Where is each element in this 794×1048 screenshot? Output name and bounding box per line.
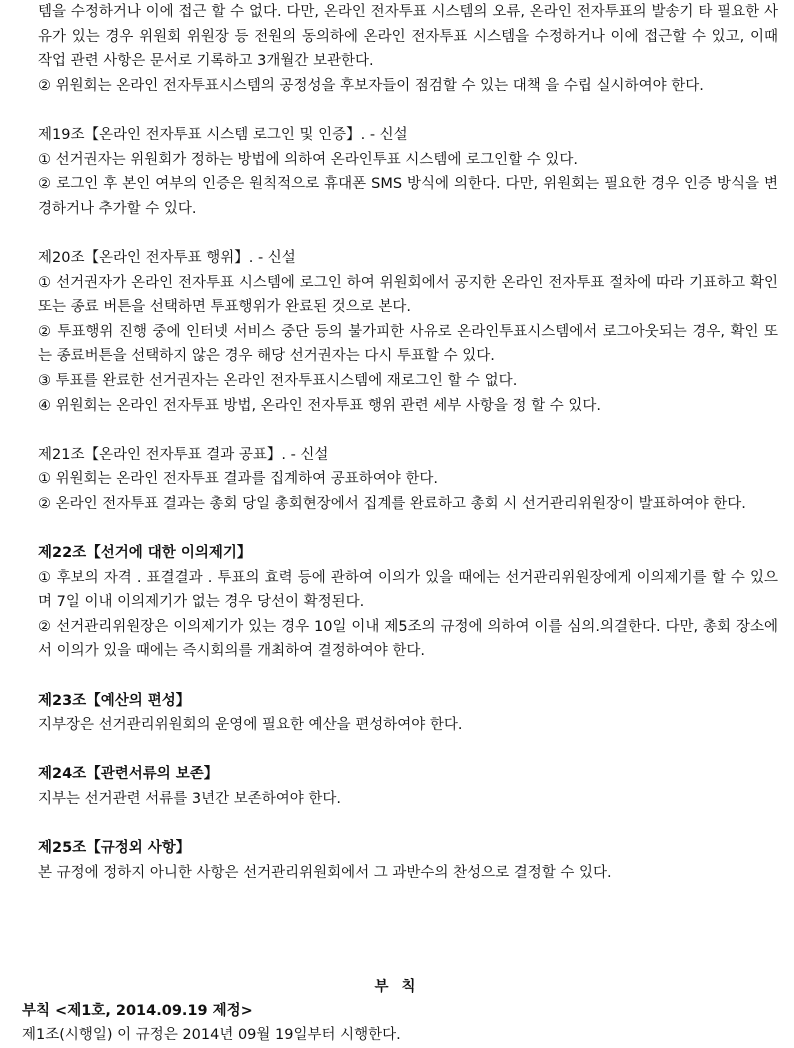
article-25-title: 제25조【규정외 사항】 — [38, 840, 191, 857]
clause-item: ② 투표행위 진행 중에 인터넷 서비스 중단 등의 불가피한 사유로 온라인투표시스템에서 로그아웃되는 경우, 확인 또는 종료버튼을 선택하지 않은 경우 해당 선거권자는 다시 투표할 수 있다. — [38, 323, 778, 365]
addendum-version: 부칙 <제1호, 2014.09.19 제정> — [22, 1003, 253, 1019]
document-body — [38, 0, 778, 885]
article-21-title: 제21조【온라인 전자투표 결과 공표】. - 신설 — [38, 446, 329, 463]
article-19-title: 제19조【온라인 전자투표 시스템 로그인 및 인증】. - 신설 — [38, 126, 408, 143]
paragraph-continued: 템을 수정하거나 이에 접근 할 수 없다. 다만, 온라인 전자투표 시스템의 오류, 온라인 전자투표의 발송기 타 필요한 사유가 있는 경우 위원회 위원장 등 전원의 동의하에 온라인 전자투표 시스템을 수정하거나 이에 접근할 수 있고, 이때 작업 관련 사항은 문서로 기록하고 3개월간 보관한다. — [38, 4, 778, 70]
clause-item: ② 선거관리위원장은 이의제기가 있는 경우 10일 이내 제5조의 규정에 의하여 이를 심의.의결한다. 다만, 총회 장소에서 이의가 있을 때에는 즉시회의를 개최하여 결정하여야 한다. — [38, 618, 778, 660]
clause-item: ① 위원회는 온라인 전자투표 결과를 집계하여 공표하여야 한다. — [38, 471, 439, 488]
addendum-article-1: 제1조(시행일) 이 규정은 2014년 09월 19일부터 시행한다. — [22, 1027, 401, 1043]
article-23-title: 제23조【예산의 편성】 — [38, 692, 191, 709]
clause-item: ② 위원회는 온라인 전자투표시스템의 공정성을 후보자들이 점검할 수 있는 대책 을 수립 실시하여야 한다. — [38, 77, 704, 94]
clause-item: 지부장은 선거관리위원회의 운영에 필요한 예산을 편성하여야 한다. — [38, 717, 463, 734]
article-24-title: 제24조【관련서류의 보존】 — [38, 766, 219, 783]
article-20-title: 제20조【온라인 전자투표 행위】. - 신설 — [38, 249, 296, 266]
addendum-heading: 부 칙 — [374, 979, 420, 995]
clause-item: 본 규정에 정하지 아니한 사항은 선거관리위원회에서 그 과반수의 찬성으로 결정할 수 있다. — [38, 864, 612, 881]
clause-item: ① 선거권자는 위원회가 정하는 방법에 의하여 온라인투표 시스템에 로그인할 수 있다. — [38, 151, 578, 168]
clause-item: ② 온라인 전자투표 결과는 총회 당일 총회현장에서 집계를 완료하고 총회 시 선거관리위원장이 발표하여야 한다. — [38, 495, 746, 512]
clause-item: ③ 투표를 완료한 선거권자는 온라인 전자투표시스템에 재로그인 할 수 없다. — [38, 372, 518, 389]
clause-item: 지부는 선거관련 서류를 3년간 보존하여야 한다. — [38, 791, 342, 807]
clause-item: ① 선거권자가 온라인 전자투표 시스템에 로그인 하여 위원회에서 공지한 온라인 전자투표 절차에 따라 기표하고 확인 또는 종료 버튼을 선택하면 투표행위가 완료된 것으로 본다. — [38, 274, 778, 316]
clause-item: ① 후보의 자격 . 표결결과 . 투표의 효력 등에 관하여 이의가 있을 때에는 선거관리위원장에게 이의제기를 할 수 있으며 7일 이내 이의제기가 없는 경우 당선이 확정된다. — [38, 569, 778, 611]
article-22-title: 제22조【선거에 대한 이의제기】 — [38, 545, 252, 562]
clause-item: ② 로그인 후 본인 여부의 인증은 원칙적으로 휴대폰 SMS 방식에 의한다. 다만, 위원회는 필요한 경우 인증 방식을 변경하거나 추가할 수 있다. — [38, 176, 778, 217]
clause-item: ④ 위원회는 온라인 전자투표 방법, 온라인 전자투표 행위 관련 세부 사항을 정 할 수 있다. — [38, 397, 601, 414]
